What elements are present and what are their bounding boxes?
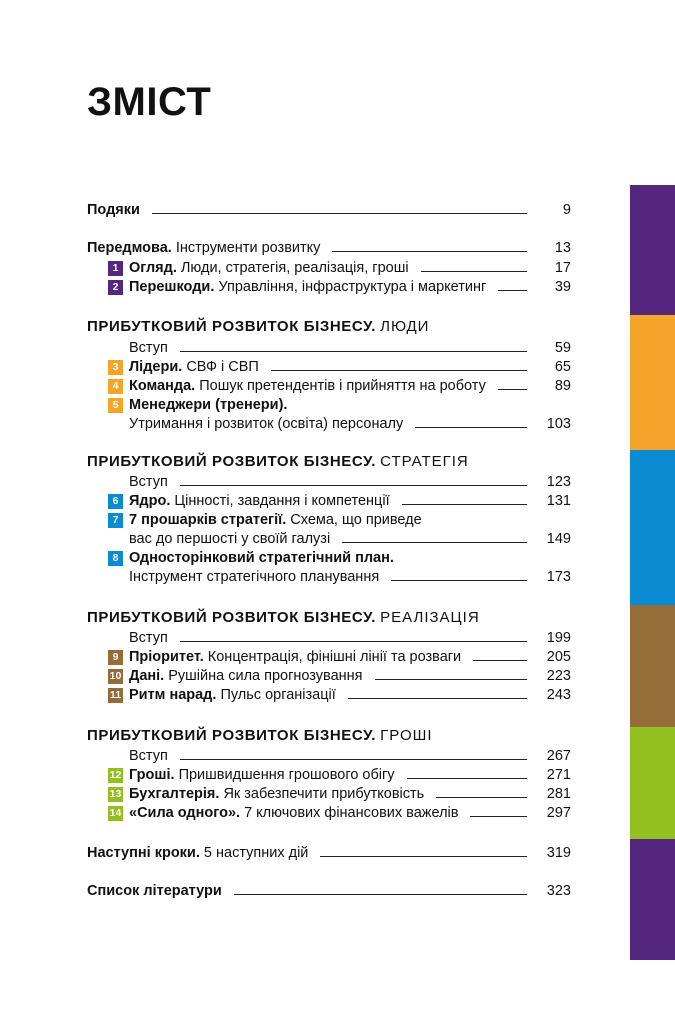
entry-title: Команда. — [129, 378, 196, 394]
entry-subtitle: Як забезпечити прибутковість — [223, 786, 425, 802]
entry-subtitle: Рушійна сила прогнозування — [168, 668, 363, 684]
entry-title: Гроші. — [129, 767, 175, 783]
section-heading-execution: ПРИБУТКОВИЙ РОЗВИТОК БІЗНЕСУ. РЕАЛІЗАЦІЯ — [87, 609, 480, 626]
section-heading-strategy: ПРИБУТКОВИЙ РОЗВИТОК БІЗНЕСУ. СТРАТЕГІЯ — [87, 453, 469, 470]
color-tab-purple — [630, 185, 675, 315]
entry-subtitle: Інструменти розвитку — [175, 240, 321, 256]
dot-leader — [180, 628, 527, 642]
dot-leader — [332, 238, 527, 252]
entry-title: Перешкоди. — [129, 279, 215, 295]
chapter-number-badge: 3 — [108, 360, 123, 375]
page-number: 323 — [546, 883, 571, 899]
toc-entry-chapter-11[interactable] — [108, 685, 571, 705]
entry-title: Ядро. — [129, 493, 171, 509]
toc-entry-intro-execution[interactable] — [129, 628, 571, 648]
entry-title: Подяки — [87, 202, 140, 218]
entry-subtitle: Цінності, завдання і компетенції — [174, 493, 390, 509]
page-number: 13 — [554, 240, 571, 256]
page-number: 89 — [554, 378, 571, 394]
section-heading-cash: ПРИБУТКОВИЙ РОЗВИТОК БІЗНЕСУ. ГРОШІ — [87, 727, 433, 744]
toc-entry-chapter-5[interactable] — [108, 395, 571, 415]
dot-leader — [391, 567, 527, 581]
page-number: 319 — [546, 845, 571, 861]
page-number: 297 — [546, 805, 571, 821]
chapter-number-badge: 1 — [108, 261, 123, 276]
entry-title: Лідери. — [129, 359, 183, 375]
dot-leader — [180, 338, 527, 352]
dot-leader — [271, 357, 527, 371]
page-number: 267 — [546, 748, 571, 764]
dot-leader — [180, 472, 527, 486]
page-number: 103 — [546, 416, 571, 432]
toc-entry-chapter-2[interactable] — [108, 277, 571, 297]
page-number: 199 — [546, 630, 571, 646]
entry-subtitle: Схема, що приведе — [290, 512, 422, 528]
toc-entry-chapter-7-line2[interactable] — [129, 529, 571, 549]
toc-entry-chapter-8-line2[interactable] — [129, 567, 571, 587]
entry-title: Наступні кроки. — [87, 845, 200, 861]
chapter-number-badge: 2 — [108, 280, 123, 295]
chapter-number-badge: 13 — [109, 787, 122, 800]
toc-entry-chapter-1[interactable] — [108, 258, 571, 278]
toc-entry-thanks[interactable] — [87, 200, 571, 220]
dot-leader — [180, 746, 527, 760]
page-number: 9 — [562, 202, 571, 218]
entry-subtitle: Пришвидшення грошового обігу — [178, 767, 395, 783]
page-number: 223 — [546, 668, 571, 684]
dot-leader — [473, 647, 527, 661]
page-number: 281 — [546, 786, 571, 802]
toc-entry-chapter-10[interactable] — [108, 666, 571, 686]
toc-entry-chapter-6[interactable] — [108, 491, 571, 511]
entry-subtitle: Люди, стратегія, реалізація, гроші — [180, 260, 409, 276]
entry-title: Огляд. — [129, 260, 177, 276]
color-tab-orange — [630, 315, 675, 450]
page-number: 17 — [554, 260, 571, 276]
entry-title: Вступ — [129, 748, 168, 764]
page-number: 39 — [554, 279, 571, 295]
entry-title: «Сила одного». — [129, 805, 241, 821]
page-number: 173 — [546, 569, 571, 585]
toc-entry-chapter-4[interactable] — [108, 376, 571, 396]
entry-title: Дані. — [129, 668, 165, 684]
entry-title: Вступ — [129, 630, 168, 646]
toc-entry-chapter-14[interactable] — [108, 803, 571, 823]
chapter-number-badge: 4 — [108, 379, 123, 394]
chapter-number-badge: 5 — [108, 398, 123, 413]
entry-title: Вступ — [129, 340, 168, 356]
dot-leader — [421, 258, 527, 272]
entry-title: Передмова. — [87, 240, 172, 256]
toc-entry-chapter-8[interactable] — [108, 548, 571, 568]
dot-leader — [407, 765, 527, 779]
entry-title: 7 прошарків стратегії. — [129, 512, 287, 528]
color-tab-brown — [630, 605, 675, 727]
page-number: 271 — [546, 767, 571, 783]
color-tab-purple-bottom — [630, 839, 675, 960]
entry-title: Пріоритет. — [129, 649, 204, 665]
entry-title: Бухгалтерія. — [129, 786, 220, 802]
entry-subtitle: вас до першості у своїй галузі — [129, 531, 331, 547]
toc-entry-chapter-5-line2[interactable] — [129, 414, 571, 434]
entry-subtitle: Утримання і розвиток (освіта) персоналу — [129, 416, 404, 432]
dot-leader — [152, 200, 527, 214]
chapter-number-badge: 14 — [109, 806, 122, 819]
entry-subtitle: Пульс організації — [220, 687, 336, 703]
toc-entry-intro-strategy[interactable] — [129, 472, 571, 492]
dot-leader — [436, 784, 527, 798]
toc-entry-chapter-7[interactable] — [108, 510, 571, 530]
dot-leader — [342, 529, 527, 543]
color-tab-green — [630, 727, 675, 839]
entry-subtitle: Управління, інфраструктура і маркетинг — [218, 279, 487, 295]
page-title: ЗМІСТ — [87, 80, 212, 124]
chapter-number-badge: 6 — [108, 494, 123, 509]
dot-leader — [234, 881, 527, 895]
dot-leader — [320, 843, 527, 857]
page-number: 65 — [554, 359, 571, 375]
dot-leader — [498, 376, 527, 390]
toc-entry-chapter-12[interactable] — [108, 765, 571, 785]
dot-leader — [470, 803, 527, 817]
dot-leader — [348, 685, 527, 699]
toc-entry-chapter-3[interactable] — [108, 357, 571, 377]
toc-entry-bibliography[interactable] — [87, 881, 571, 901]
entry-subtitle: Концентрація, фінішні лінії та розваги — [207, 649, 462, 665]
color-tab-blue — [630, 450, 675, 605]
entry-subtitle: 5 наступних дій — [203, 845, 309, 861]
toc-entry-preface[interactable] — [87, 238, 571, 258]
chapter-number-badge: 11 — [109, 688, 122, 701]
page-number: 205 — [546, 649, 571, 665]
entry-subtitle: 7 ключових фінансових важелів — [244, 805, 459, 821]
chapter-number-badge: 8 — [108, 551, 123, 566]
chapter-number-badge: 9 — [108, 650, 123, 665]
entry-title: Менеджери (тренери). — [129, 397, 288, 413]
chapter-number-badge: 10 — [109, 669, 122, 682]
entry-title: Вступ — [129, 474, 168, 490]
chapter-number-badge: 7 — [108, 513, 123, 528]
chapter-number-badge: 12 — [109, 768, 122, 781]
page-number: 59 — [554, 340, 571, 356]
toc-entry-chapter-9[interactable] — [108, 647, 571, 667]
dot-leader — [402, 491, 527, 505]
dot-leader — [375, 666, 527, 680]
toc-entry-next-steps[interactable] — [87, 843, 571, 863]
entry-subtitle: Інструмент стратегічного планування — [129, 569, 380, 585]
dot-leader — [498, 277, 527, 291]
page-number: 243 — [546, 687, 571, 703]
dot-leader — [415, 414, 527, 428]
entry-subtitle: Пошук претендентів і прийняття на роботу — [199, 378, 486, 394]
toc-entry-intro-cash[interactable] — [129, 746, 571, 766]
toc-entry-chapter-13[interactable] — [108, 784, 571, 804]
toc-entry-intro-people[interactable] — [129, 338, 571, 358]
entry-title: Односторінковий стратегічний план. — [129, 550, 394, 566]
section-heading-people: ПРИБУТКОВИЙ РОЗВИТОК БІЗНЕСУ. ЛЮДИ — [87, 318, 430, 335]
entry-title: Ритм нарад. — [129, 687, 217, 703]
entry-subtitle: СВФ і СВП — [186, 359, 259, 375]
entry-title: Список літератури — [87, 883, 222, 899]
page-number: 131 — [546, 493, 571, 509]
page-number: 123 — [546, 474, 571, 490]
page-number: 149 — [546, 531, 571, 547]
